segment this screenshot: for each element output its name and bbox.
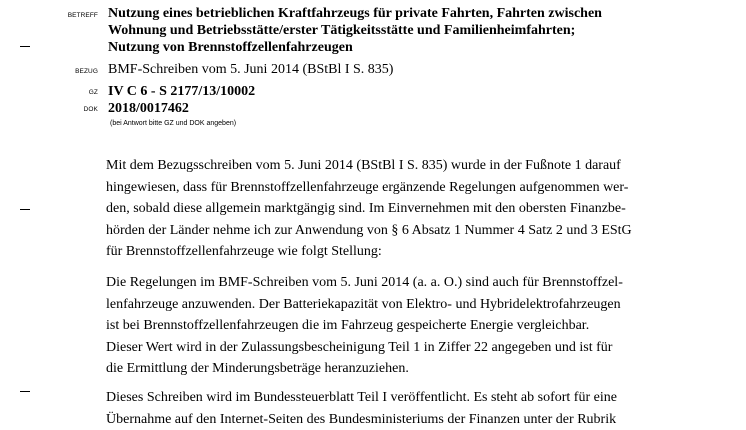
fold-mark-middle bbox=[20, 209, 30, 210]
dok-label: DOK bbox=[0, 106, 98, 113]
text-line: den, sobald diese allgemein marktgängig sind. Im Einvernehmen mit den obersten Finanzbe- bbox=[106, 198, 726, 220]
text-line: Übernahme auf den Internet-Seiten des Bundesministeriums der Finanzen unter der Rubrik bbox=[106, 409, 726, 430]
gz-value: IV C 6 - S 2177/13/10002 bbox=[108, 83, 728, 100]
paragraph-2 bbox=[106, 272, 726, 380]
fold-mark-top bbox=[20, 46, 30, 47]
text-line: die Ermittlung der Minderungsbeträge heranzuziehen. bbox=[106, 358, 726, 380]
reply-hint: (bei Antwort bitte GZ und DOK angeben) bbox=[110, 120, 236, 127]
text-line: für Brennstoffzellenfahrzeuge wie folgt Stellung: bbox=[106, 241, 726, 263]
betreff-line: Nutzung von Brennstoffzellenfahrzeugen bbox=[108, 39, 728, 56]
betreff-line: Wohnung und Betriebsstätte/erster Tätigkeitsstätte und Familienheimfahrten; bbox=[108, 22, 728, 39]
text-line: Dieser Wert wird in der Zulassungsbescheinigung Teil 1 in Ziffer 22 angegeben und ist für bbox=[106, 337, 726, 359]
text-line: ist bei Brennstoffzellenfahrzeugen die im Fahrzeug gespeicherte Energie vergleichbar. bbox=[106, 315, 726, 337]
betreff-label: BETREFF bbox=[0, 12, 98, 19]
bezug-value: BMF-Schreiben vom 5. Juni 2014 (BStBl I S. 835) bbox=[108, 61, 728, 78]
paragraph-1 bbox=[106, 155, 726, 263]
text-line: Dieses Schreiben wird im Bundessteuerblatt Teil I veröffentlicht. Es steht ab sofort für eine bbox=[106, 387, 726, 409]
text-line: Mit dem Bezugsschreiben vom 5. Juni 2014 (BStBl I S. 835) wurde in der Fußnote 1 darauf bbox=[106, 155, 726, 177]
text-line: hingewiesen, dass für Brennstoffzellenfahrzeuge ergänzende Regelungen aufgenommen wer- bbox=[106, 177, 726, 199]
text-line: Die Regelungen im BMF-Schreiben vom 5. Juni 2014 (a. a. O.) sind auch für Brennstoffzel- bbox=[106, 272, 726, 294]
gz-label: GZ bbox=[0, 89, 98, 96]
text-line: hörden der Länder nehme ich zur Anwendung von § 6 Absatz 1 Nummer 4 Satz 2 und 3 EStG bbox=[106, 220, 726, 242]
paragraph-3 bbox=[106, 387, 726, 430]
fold-mark-bottom bbox=[20, 391, 30, 392]
betreff-value bbox=[108, 5, 728, 56]
bezug-label: BEZUG bbox=[0, 68, 98, 75]
text-line: lenfahrzeuge anzuwenden. Der Batteriekapazität von Elektro- und Hybridelektrofahrzeugen bbox=[106, 294, 726, 316]
dok-value: 2018/0017462 bbox=[108, 100, 728, 117]
betreff-line: Nutzung eines betrieblichen Kraftfahrzeugs für private Fahrten, Fahrten zwischen bbox=[108, 5, 728, 22]
